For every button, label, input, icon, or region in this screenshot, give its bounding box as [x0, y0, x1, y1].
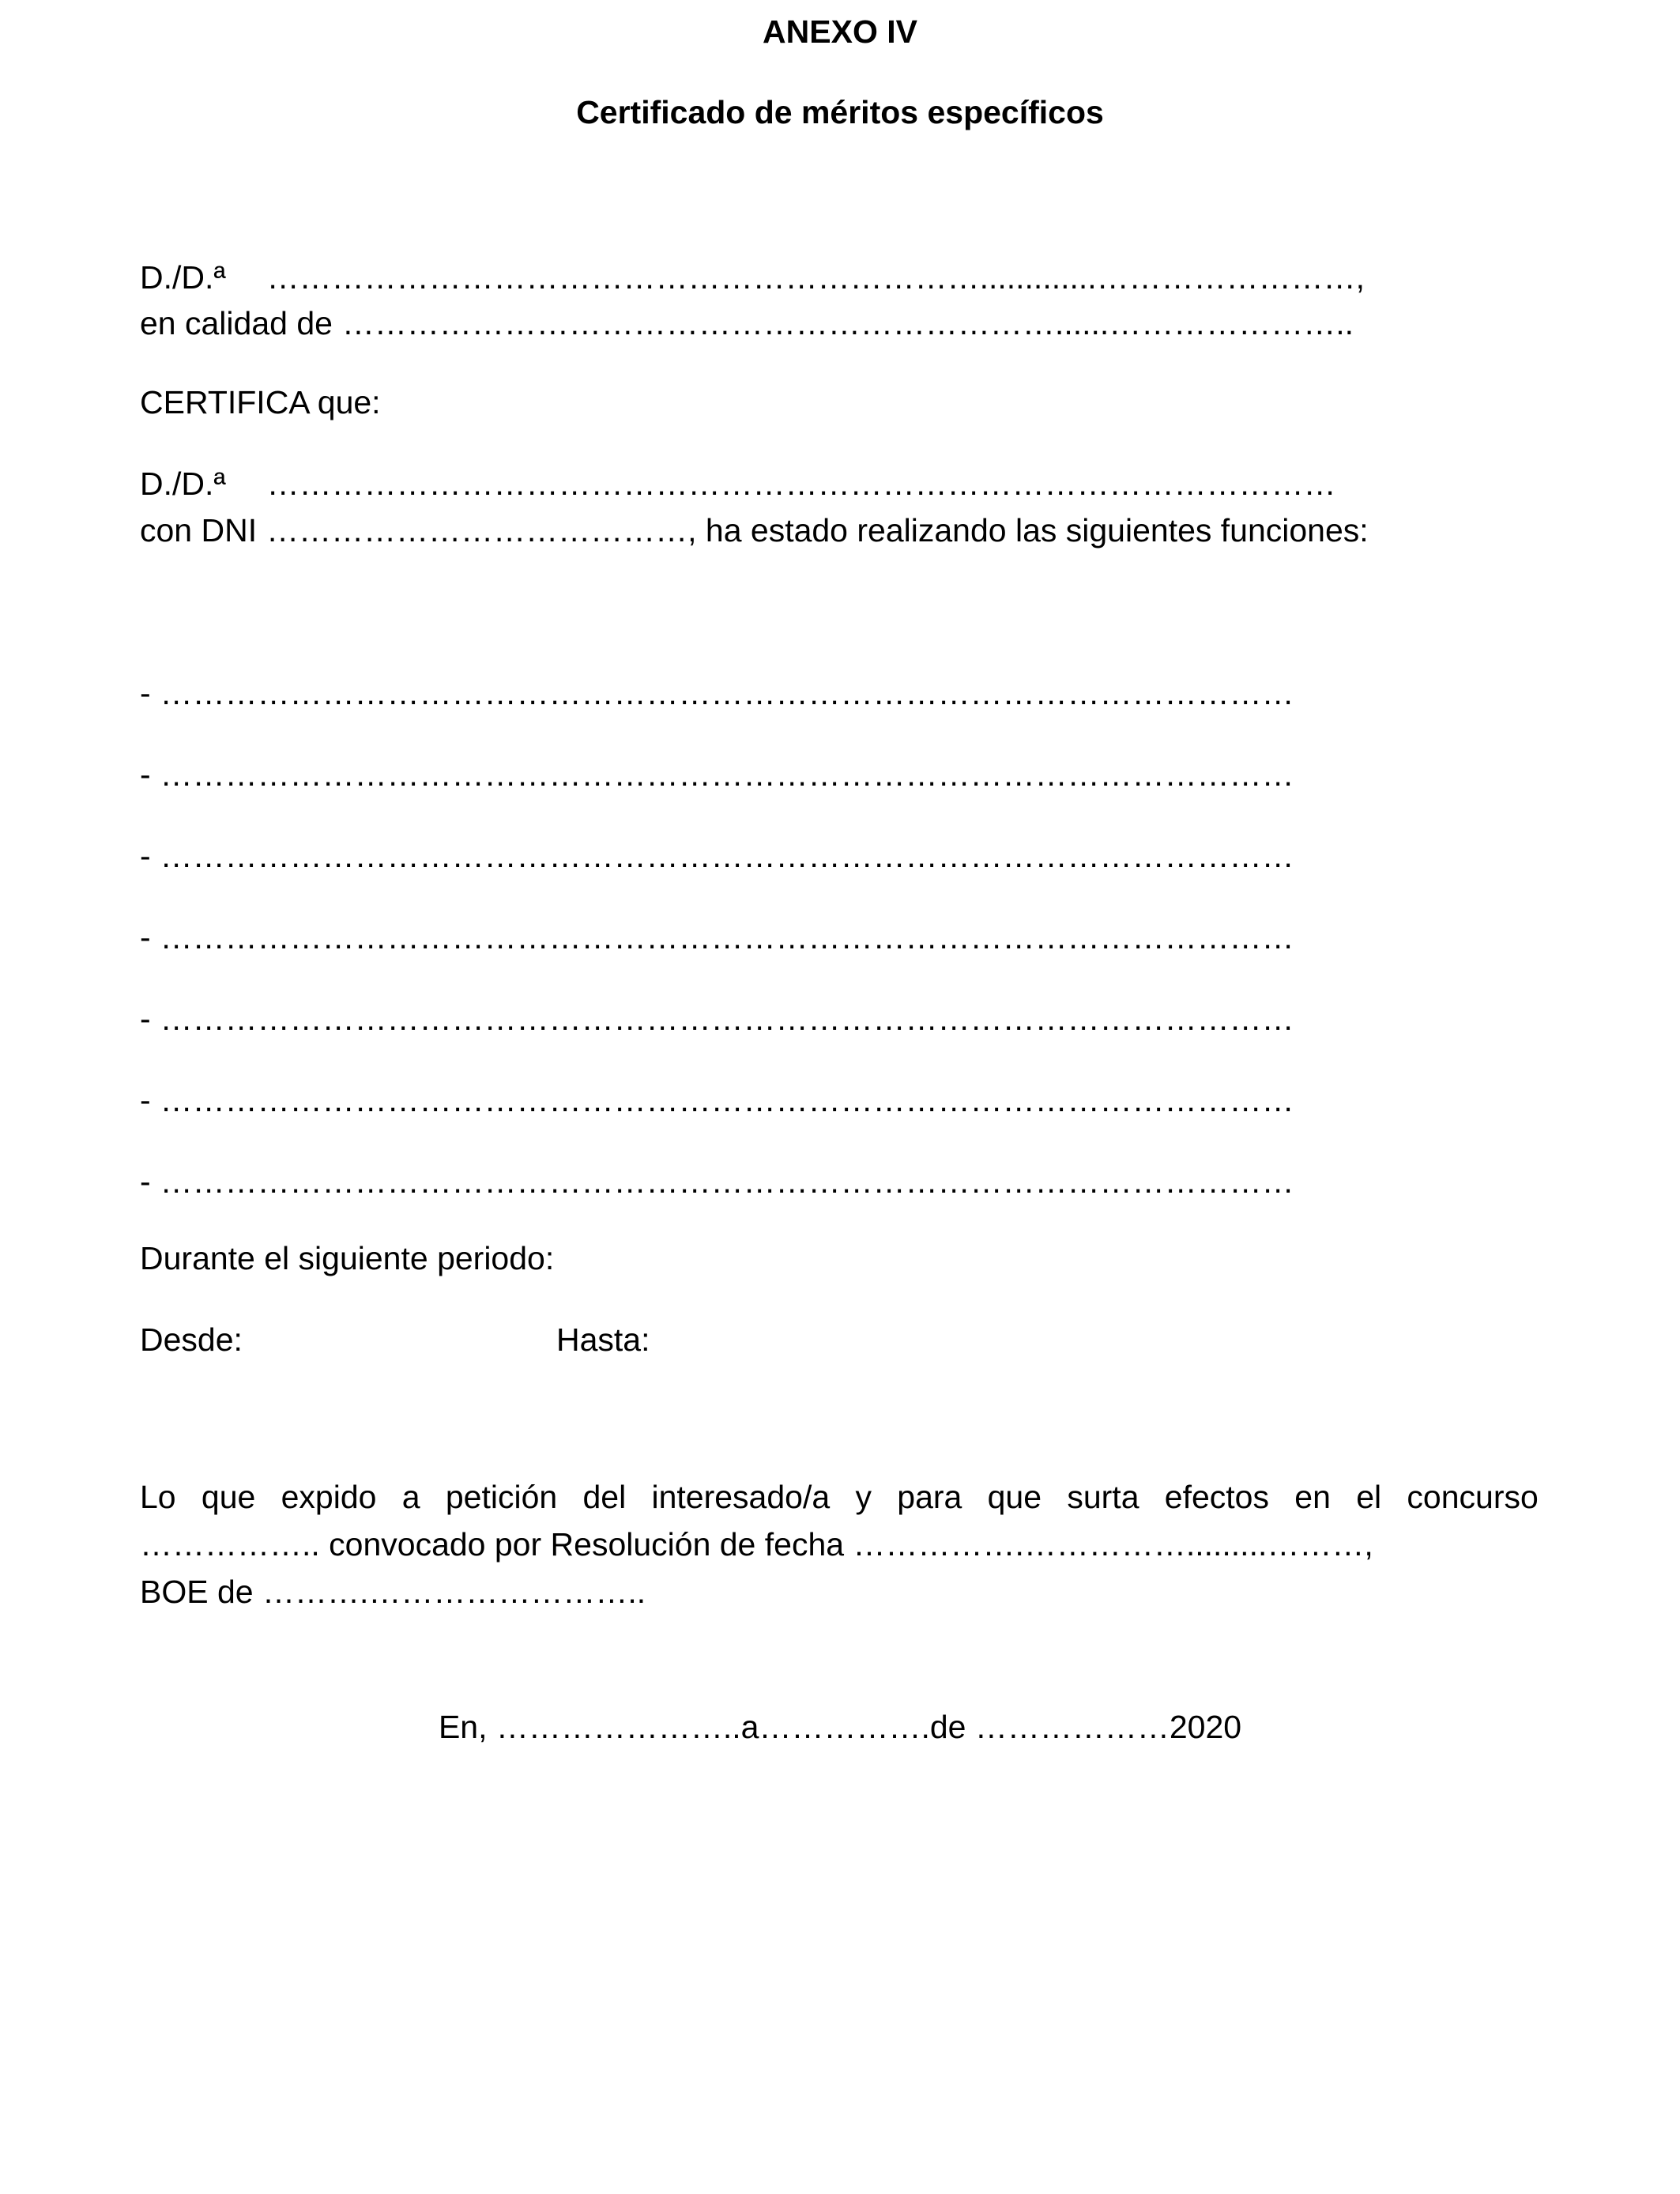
closing-word: que	[201, 1479, 256, 1515]
period-heading: Durante el siguiente periodo:	[140, 1240, 555, 1276]
person-name-line	[140, 462, 1539, 506]
certifier-role-label: en calidad de	[140, 305, 333, 341]
function-item	[140, 834, 1539, 878]
function-blank: ……………………………………………………………………………………………	[160, 675, 1294, 711]
closing-word: efectos	[1164, 1479, 1269, 1515]
bullet-dash: -	[140, 919, 151, 956]
closing-line-3: BOE de ……….……………………..	[140, 1574, 646, 1610]
place-date-line: En, …………………..a…………….de ………………2020	[438, 1709, 1242, 1745]
closing-word: el	[1356, 1479, 1382, 1515]
person-dni-line	[140, 508, 1539, 552]
to-label: Hasta:	[556, 1321, 650, 1358]
closing-word: surta	[1067, 1479, 1139, 1515]
function-item	[140, 997, 1539, 1041]
certifier-name-label: D./D.ª	[140, 259, 226, 296]
function-item	[140, 1159, 1539, 1204]
function-blank: ……………………………………………………………………………………………	[160, 838, 1294, 874]
function-blank: ……………………………………………………………………………………………	[160, 1163, 1294, 1200]
bullet-dash: -	[140, 1082, 151, 1118]
closing-line-1	[140, 1475, 1539, 1519]
closing-word: petición	[445, 1479, 558, 1515]
dni-blank: …………………………………	[266, 512, 688, 548]
certifier-role-line	[140, 301, 1539, 345]
dni-label: con DNI	[140, 512, 258, 548]
function-item	[140, 752, 1539, 797]
closing-word: del	[582, 1479, 627, 1515]
closing-word: y	[855, 1479, 872, 1515]
certifier-name-line	[140, 255, 1539, 300]
function-blank: ……………………………………………………………………………………………	[160, 756, 1294, 793]
bullet-dash: -	[140, 675, 151, 711]
bullet-dash: -	[140, 756, 151, 793]
closing-word: Lo	[140, 1479, 176, 1515]
function-blank: ……………………………………………………………………………………………	[160, 1082, 1294, 1118]
closing-word: concurso	[1407, 1479, 1539, 1515]
function-blank: ……………………………………………………………………………………………	[160, 1001, 1294, 1037]
person-name-blank: ………………………………………………………………………………………	[266, 466, 1336, 502]
closing-word: en	[1294, 1479, 1331, 1515]
closing-line-2: …………….. convocado por Resolución de fecha …………….…………….........………,	[140, 1526, 1373, 1563]
annex-heading: ANEXO IV	[763, 13, 917, 50]
bullet-dash: -	[140, 838, 151, 874]
function-item	[140, 915, 1539, 959]
certifier-role-blank: …………………………………………………………......…………………..	[341, 305, 1354, 341]
certifies-heading: CERTIFICA que:	[140, 384, 381, 420]
bullet-dash: -	[140, 1001, 151, 1037]
from-label: Desde:	[140, 1321, 243, 1358]
person-name-label: D./D.ª	[140, 466, 226, 502]
function-blank: ……………………………………………………………………………………………	[160, 919, 1294, 956]
closing-word: a	[401, 1479, 420, 1515]
closing-word: expido	[281, 1479, 377, 1515]
certifier-name-blank: ………………………………………………………….............……………………,	[266, 259, 1365, 296]
closing-word: para	[897, 1479, 962, 1515]
document-title: Certificado de méritos específicos	[576, 94, 1104, 130]
function-item	[140, 671, 1539, 715]
function-item	[140, 1078, 1539, 1122]
dni-suffix-text: , ha estado realizando las siguientes funciones:	[687, 512, 1369, 548]
closing-word: interesado/a	[651, 1479, 831, 1515]
bullet-dash: -	[140, 1163, 151, 1200]
closing-word: que	[987, 1479, 1042, 1515]
